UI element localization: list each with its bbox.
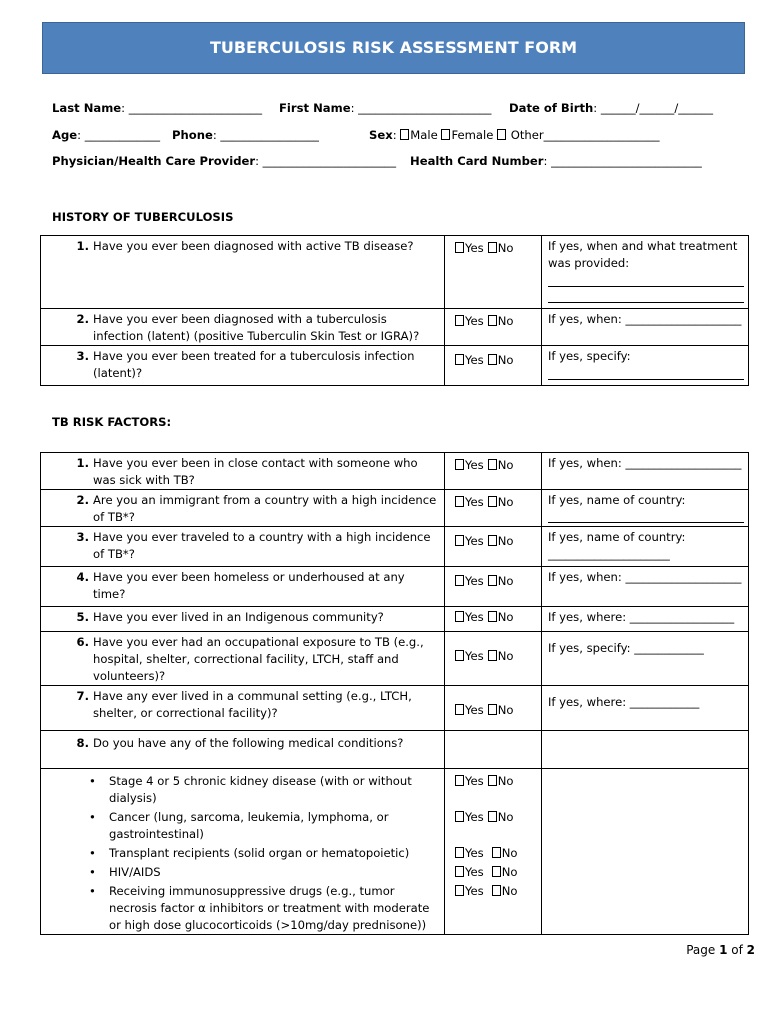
yes-label: Yes <box>465 884 484 898</box>
checkbox-icon <box>492 847 501 858</box>
physician-field[interactable] <box>52 153 396 170</box>
yes-label: Yes <box>465 774 484 788</box>
page-number <box>686 942 755 959</box>
bullet-icon: • <box>89 774 96 788</box>
risk-q3-answer-blank[interactable]: _____________________ <box>548 547 670 561</box>
condition-text: Cancer (lung, sarcoma, leukemia, lymphoma, or gastrointestinal) <box>109 810 389 841</box>
no-label: No <box>497 574 514 588</box>
physician-label: Physician/Health Care Provider <box>52 154 256 168</box>
risk-q6-number: 6. <box>76 635 89 649</box>
checkbox-icon <box>455 354 464 365</box>
risk-q2-yes[interactable] <box>455 494 484 511</box>
yes-label: Yes <box>465 241 484 255</box>
history-row-2 <box>41 309 749 346</box>
checkbox-icon <box>488 704 497 715</box>
sex-male-label: Male <box>410 128 438 142</box>
dob-field[interactable] <box>509 100 713 117</box>
first-name-label: First Name <box>279 101 351 115</box>
checkbox-icon <box>455 575 464 586</box>
history-row-1 <box>41 236 749 309</box>
history-q1-number: 1. <box>76 239 89 253</box>
condition-item-1 <box>41 771 444 807</box>
risk-q3-text: Have you ever traveled to a country with a high incidence of TB*? <box>93 530 431 561</box>
checkbox-icon <box>455 704 464 715</box>
phone-blank: : _________________ <box>212 128 319 142</box>
condition-4-no[interactable] <box>492 864 518 881</box>
risk-q3-yes[interactable] <box>455 533 484 550</box>
yes-label: Yes <box>465 703 484 717</box>
risk-conditions-row <box>41 769 749 935</box>
sex-label: Sex <box>369 128 393 142</box>
risk-q5-note[interactable]: If yes, where: __________________ <box>548 610 735 624</box>
page-current: 1 <box>719 943 728 957</box>
bullet-icon: • <box>89 865 96 879</box>
first-name-blank: : _______________________ <box>350 101 492 115</box>
bullet-icon: • <box>89 884 96 898</box>
condition-text: Transplant recipients (solid organ or hematopoietic) <box>109 846 410 860</box>
risk-q1-no[interactable] <box>488 457 514 474</box>
yes-label: Yes <box>465 574 484 588</box>
risk-q3-number: 3. <box>76 530 89 544</box>
risk-table <box>40 452 749 935</box>
checkbox-icon <box>488 811 497 822</box>
risk-row-2 <box>41 490 749 527</box>
checkbox-icon <box>488 775 497 786</box>
risk-q2-no[interactable] <box>488 494 514 511</box>
risk-q5-no[interactable] <box>488 609 514 626</box>
sex-other-label: Other____________________ <box>507 128 660 142</box>
history-q3-text: Have you ever been treated for a tuberculosis infection (latent)? <box>93 349 415 380</box>
checkbox-icon <box>488 496 497 507</box>
risk-q6-note[interactable]: If yes, specify: ____________ <box>548 641 704 655</box>
condition-2-yes[interactable] <box>455 809 484 843</box>
history-q2-no[interactable] <box>488 313 514 330</box>
condition-3-yes[interactable] <box>455 845 484 862</box>
history-q2-note[interactable]: If yes, when: ____________________ <box>548 312 742 326</box>
risk-q4-note[interactable]: If yes, when: ____________________ <box>548 570 742 584</box>
history-q3-no[interactable] <box>488 352 514 369</box>
age-field[interactable] <box>52 127 160 144</box>
checkbox-icon <box>488 611 497 622</box>
checkbox-icon <box>488 575 497 586</box>
history-q1-answer-line-1[interactable] <box>548 286 744 287</box>
risk-row-3 <box>41 527 749 567</box>
risk-q4-number: 4. <box>76 570 89 584</box>
no-label: No <box>497 810 514 824</box>
condition-2-no[interactable] <box>488 809 514 843</box>
checkbox-icon <box>488 354 497 365</box>
checkbox-icon <box>488 315 497 326</box>
checkbox-icon <box>455 242 464 253</box>
last-name-blank: : _______________________ <box>121 101 263 115</box>
bullet-icon: • <box>89 810 96 824</box>
no-label: No <box>497 353 514 367</box>
no-label: No <box>497 458 514 472</box>
history-q2-yes[interactable] <box>455 313 484 330</box>
no-label: No <box>497 610 514 624</box>
no-label: No <box>497 314 514 328</box>
age-blank: : _____________ <box>77 128 161 142</box>
page-total: 2 <box>746 943 755 957</box>
history-q1-note: If yes, when and what treatment was provided: <box>548 239 738 270</box>
history-q3-number: 3. <box>76 349 89 363</box>
bullet-icon: • <box>89 846 96 860</box>
risk-q7-yes[interactable] <box>455 702 484 719</box>
dob-label: Date of Birth <box>509 101 594 115</box>
physician-blank: : _______________________ <box>255 154 396 168</box>
risk-q6-text: Have you ever had an occupational exposure to TB (e.g., hospital, shelter, correctional facility, LTCH, staff and volunteers)? <box>93 635 424 683</box>
risk-q1-yes[interactable] <box>455 457 484 474</box>
checkbox-icon <box>455 611 464 622</box>
health-card-label: Health Card Number <box>410 154 544 168</box>
risk-q3-no[interactable] <box>488 533 514 550</box>
risk-q8-text: Do you have any of the following medical conditions? <box>93 736 404 750</box>
last-name-label: Last Name <box>52 101 122 115</box>
yes-label: Yes <box>465 865 484 879</box>
risk-row-4 <box>41 567 749 607</box>
history-q1-yes[interactable] <box>455 240 484 257</box>
history-q1-text: Have you ever been diagnosed with active TB disease? <box>93 239 414 253</box>
risk-q4-text: Have you ever been homeless or underhoused at any time? <box>93 570 405 601</box>
condition-4-yes[interactable] <box>455 864 484 881</box>
no-label: No <box>497 534 514 548</box>
history-q1-answer-line-2[interactable] <box>548 302 744 303</box>
risk-q1-text: Have you ever been in close contact with someone who was sick with TB? <box>93 456 418 487</box>
risk-q4-yes[interactable] <box>455 573 484 590</box>
no-label: No <box>497 241 514 255</box>
sex-female-label: Female <box>451 128 494 142</box>
condition-text: Stage 4 or 5 chronic kidney disease (with or without dialysis) <box>109 774 412 805</box>
risk-q6-yes[interactable] <box>455 648 484 665</box>
risk-q3-note: If yes, name of country: <box>548 530 686 544</box>
condition-text: Receiving immunosuppressive drugs (e.g., tumor necrosis factor α inhibitors or treatment with moderate or high dose glucocorticoids (>10mg/day prednisone)) <box>109 884 430 932</box>
sex-male-checkbox[interactable] <box>400 129 409 140</box>
risk-q7-no[interactable] <box>488 702 514 719</box>
condition-3-no[interactable] <box>492 845 518 862</box>
checkbox-icon <box>455 775 464 786</box>
condition-5-no[interactable] <box>492 883 518 900</box>
history-q2-number: 2. <box>76 312 89 326</box>
condition-item-3 <box>41 843 444 862</box>
checkbox-icon <box>455 847 464 858</box>
no-label: No <box>497 703 514 717</box>
no-label: No <box>497 495 514 509</box>
no-label: No <box>501 865 518 879</box>
checkbox-icon <box>492 885 501 896</box>
risk-q7-text: Have any ever lived in a communal setting (e.g., LTCH, shelter, or correctional facility)? <box>93 689 412 720</box>
condition-item-2 <box>41 807 444 843</box>
checkbox-icon <box>455 650 464 661</box>
checkbox-icon <box>488 535 497 546</box>
checkbox-icon <box>455 885 464 896</box>
condition-item-5 <box>41 881 444 934</box>
risk-q2-text: Are you an immigrant from a country with a high incidence of TB*? <box>93 493 437 524</box>
yes-label: Yes <box>465 353 484 367</box>
sex-other-checkbox[interactable] <box>497 129 506 140</box>
phone-field[interactable] <box>172 127 319 144</box>
health-card-blank: : __________________________ <box>543 154 702 168</box>
sex-female-checkbox[interactable] <box>441 129 450 140</box>
risk-row-6 <box>41 632 749 686</box>
checkbox-icon <box>488 242 497 253</box>
yes-label: Yes <box>465 649 484 663</box>
risk-row-7 <box>41 686 749 731</box>
yes-label: Yes <box>465 458 484 472</box>
no-label: No <box>501 884 518 898</box>
condition-item-4 <box>41 862 444 881</box>
history-row-3 <box>41 346 749 386</box>
history-section-title: HISTORY OF TUBERCULOSIS <box>52 210 234 224</box>
first-name-field[interactable] <box>279 100 491 117</box>
dob-blank: : ______/______/______ <box>593 101 714 115</box>
risk-q2-number: 2. <box>76 493 89 507</box>
page-word: Page <box>686 943 720 957</box>
risk-q5-yes[interactable] <box>455 609 484 626</box>
checkbox-icon <box>455 496 464 507</box>
yes-label: Yes <box>465 314 484 328</box>
no-label: No <box>497 649 514 663</box>
checkbox-icon <box>455 811 464 822</box>
checkbox-icon <box>492 866 501 877</box>
history-q3-yes[interactable] <box>455 352 484 369</box>
risk-q1-number: 1. <box>76 456 89 470</box>
of-word: of <box>727 943 747 957</box>
health-card-field[interactable] <box>410 153 702 170</box>
condition-5-yes[interactable] <box>455 883 484 900</box>
no-label: No <box>497 774 514 788</box>
checkbox-icon <box>455 866 464 877</box>
checkbox-icon <box>488 459 497 470</box>
risk-section-title: TB RISK FACTORS: <box>52 415 172 429</box>
history-q3-note: If yes, specify: <box>548 349 631 363</box>
risk-row-5 <box>41 607 749 632</box>
risk-q8-number: 8. <box>76 736 89 750</box>
yes-label: Yes <box>465 610 484 624</box>
history-q2-text: Have you ever been diagnosed with a tuberculosis infection (latent) (positive Tuberculin Skin Test or IGRA)? <box>93 312 420 343</box>
checkbox-icon <box>455 459 464 470</box>
risk-q1-note[interactable]: If yes, when: ____________________ <box>548 456 742 470</box>
risk-row-1 <box>41 453 749 490</box>
risk-q6-no[interactable] <box>488 648 514 665</box>
sex-field: Sex: Male Female Other____________________ <box>369 128 660 142</box>
condition-1-no[interactable] <box>488 773 514 807</box>
yes-label: Yes <box>465 810 484 824</box>
checkbox-icon <box>455 315 464 326</box>
risk-q7-number: 7. <box>76 689 89 703</box>
history-q1-no[interactable] <box>488 240 514 257</box>
risk-q5-number: 5. <box>76 610 89 624</box>
phone-label: Phone <box>172 128 213 142</box>
yes-label: Yes <box>465 846 484 860</box>
history-table <box>40 235 749 386</box>
last-name-field[interactable] <box>52 100 262 117</box>
risk-q7-note[interactable]: If yes, where: ____________ <box>548 695 700 709</box>
risk-row-8 <box>41 731 749 769</box>
no-label: No <box>501 846 518 860</box>
risk-q2-note: If yes, name of country: <box>548 493 686 507</box>
history-q3-answer-line[interactable] <box>548 379 744 380</box>
risk-q2-answer-line[interactable] <box>548 522 744 523</box>
yes-label: Yes <box>465 534 484 548</box>
checkbox-icon <box>488 650 497 661</box>
condition-text: HIV/AIDS <box>109 865 161 879</box>
yes-label: Yes <box>465 495 484 509</box>
risk-q5-text: Have you ever lived in an Indigenous community? <box>93 610 384 624</box>
checkbox-icon <box>455 535 464 546</box>
age-label: Age <box>52 128 78 142</box>
risk-q4-no[interactable] <box>488 573 514 590</box>
condition-1-yes[interactable] <box>455 773 484 807</box>
form-title: TUBERCULOSIS RISK ASSESSMENT FORM <box>42 22 745 74</box>
